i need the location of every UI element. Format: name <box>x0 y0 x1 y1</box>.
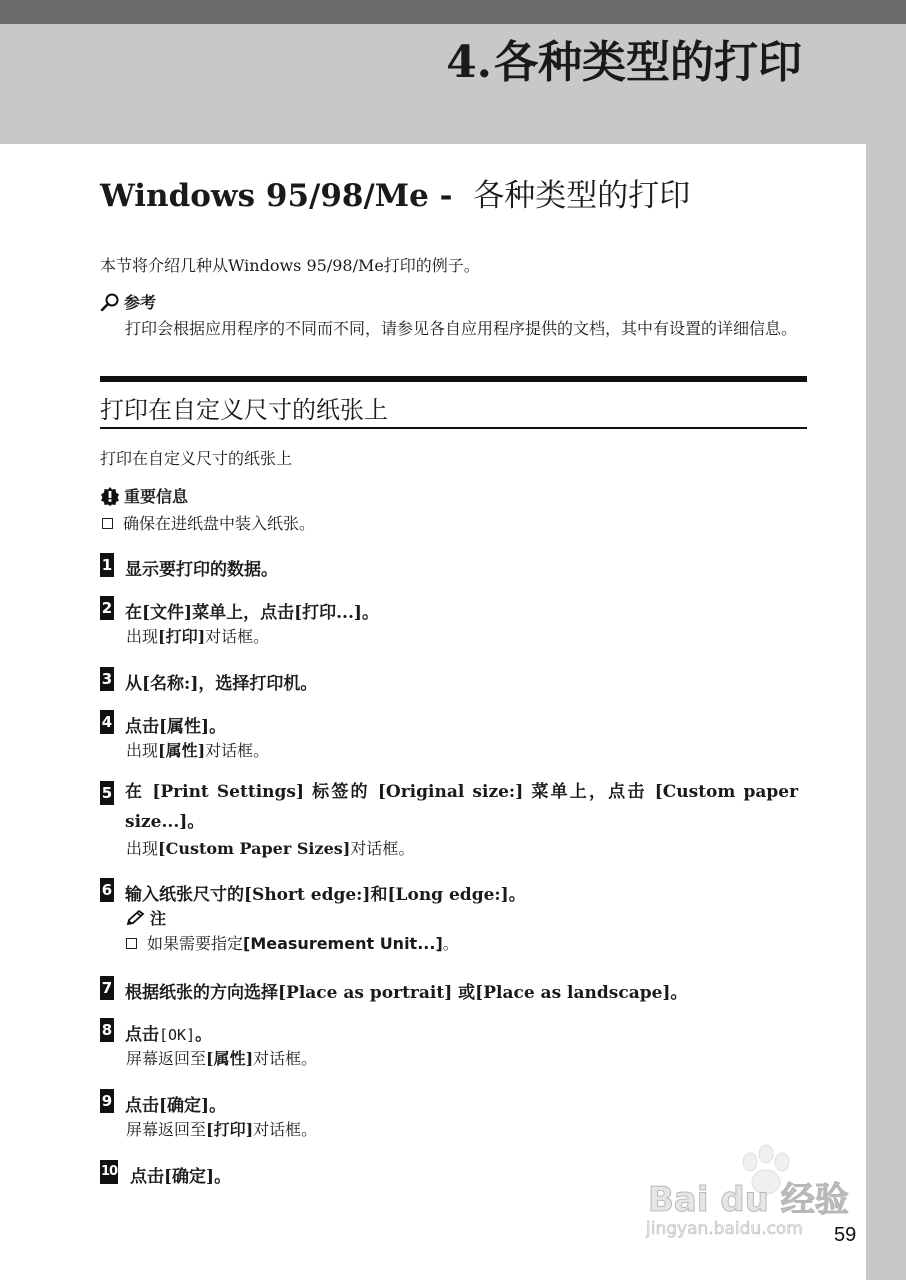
step-result: 出现[打印]对话框。 <box>126 627 270 646</box>
step-text: 点击[确定]。 <box>130 1167 232 1187</box>
step-result: 屏幕返回至[属性]对话框。 <box>126 1049 318 1068</box>
section-rule-thin <box>100 427 807 429</box>
step-text: 在 [Print Settings] 标签的 [Original size:] 菜单上，点击 [Custom paper <box>125 782 799 802</box>
step-number: 7 <box>100 976 114 1000</box>
reference-heading <box>100 290 156 313</box>
section-rule-thick <box>100 376 807 382</box>
step-result: 出现[属性]对话框。 <box>126 741 270 760</box>
important-heading <box>100 484 188 507</box>
step-text: 点击[OK]。 <box>125 1025 213 1045</box>
step-number: 3 <box>100 667 114 691</box>
note-label: 注 <box>150 909 167 928</box>
step-number: 4 <box>100 710 114 734</box>
step-text: 点击[属性]。 <box>125 717 227 737</box>
step-text: 根据纸张的方向选择[Place as portrait] 或[Place as landscape]。 <box>125 983 688 1003</box>
step-number: 10 <box>100 1160 118 1184</box>
checkbox-bullet-icon <box>126 938 137 949</box>
step-text: 输入纸张尺寸的[Short edge:]和[Long edge:]。 <box>125 885 526 905</box>
checkbox-bullet-icon <box>102 518 113 529</box>
step-number: 2 <box>100 596 114 620</box>
step-number: 9 <box>100 1089 114 1113</box>
step-number: 8 <box>100 1018 114 1042</box>
page-title-en: Windows 95/98/Me - <box>100 178 464 214</box>
step-text: 点击[确定]。 <box>125 1096 227 1116</box>
step-number: 1 <box>100 553 114 577</box>
menu-ref-print: [打印...] <box>294 603 362 623</box>
step-text: 在[文件]菜单上，点击[打印...]。 <box>125 603 379 623</box>
chapter-title <box>446 26 802 90</box>
step-number: 6 <box>100 878 114 902</box>
note-item: 如果需要指定[Measurement Unit...]。 <box>126 931 459 954</box>
top-dark-band <box>0 0 906 24</box>
step-result: 屏幕返回至[打印]对话框。 <box>126 1120 318 1139</box>
section-subtitle: 打印在自定义尺寸的纸张上 <box>100 449 293 468</box>
step-result: 出现[Custom Paper Sizes]对话框。 <box>126 839 415 858</box>
important-item-text: 确保在进纸盘中装入纸张。 <box>123 514 316 533</box>
important-item <box>102 511 315 534</box>
watermark-url: jingyan.baidu.com <box>646 1219 803 1239</box>
step-text: 从[名称:]，选择打印机。 <box>125 674 318 694</box>
note-heading <box>126 906 166 929</box>
page-number: 59 <box>834 1224 857 1246</box>
menu-ref-file: [文件] <box>142 603 193 623</box>
right-margin-band <box>866 144 906 1280</box>
important-icon <box>100 486 120 506</box>
reference-body: 打印会根据应用程序的不同而不同，请参见各自应用程序提供的文档，其中有设置的详细信息。 <box>125 319 798 338</box>
pencil-icon <box>126 910 146 926</box>
magnifier-icon <box>100 293 120 311</box>
page-title <box>100 170 690 215</box>
intro-text: 本节将介绍几种从Windows 95/98/Me打印的例子。 <box>100 256 480 275</box>
step-number: 5 <box>100 781 114 805</box>
page-title-zh: 各种类型的打印 <box>473 178 691 214</box>
step-text-cont: size...]。 <box>125 812 205 832</box>
chapter-name: 各种类型的打印 <box>494 37 802 88</box>
reference-label: 参考 <box>124 293 157 312</box>
important-label: 重要信息 <box>124 487 189 506</box>
watermark-brand: Bai du 经验 <box>648 1180 849 1220</box>
section-title: 打印在自定义尺寸的纸张上 <box>100 396 388 424</box>
step-text: 显示要打印的数据。 <box>125 560 278 580</box>
chapter-number: 4. <box>446 37 492 88</box>
